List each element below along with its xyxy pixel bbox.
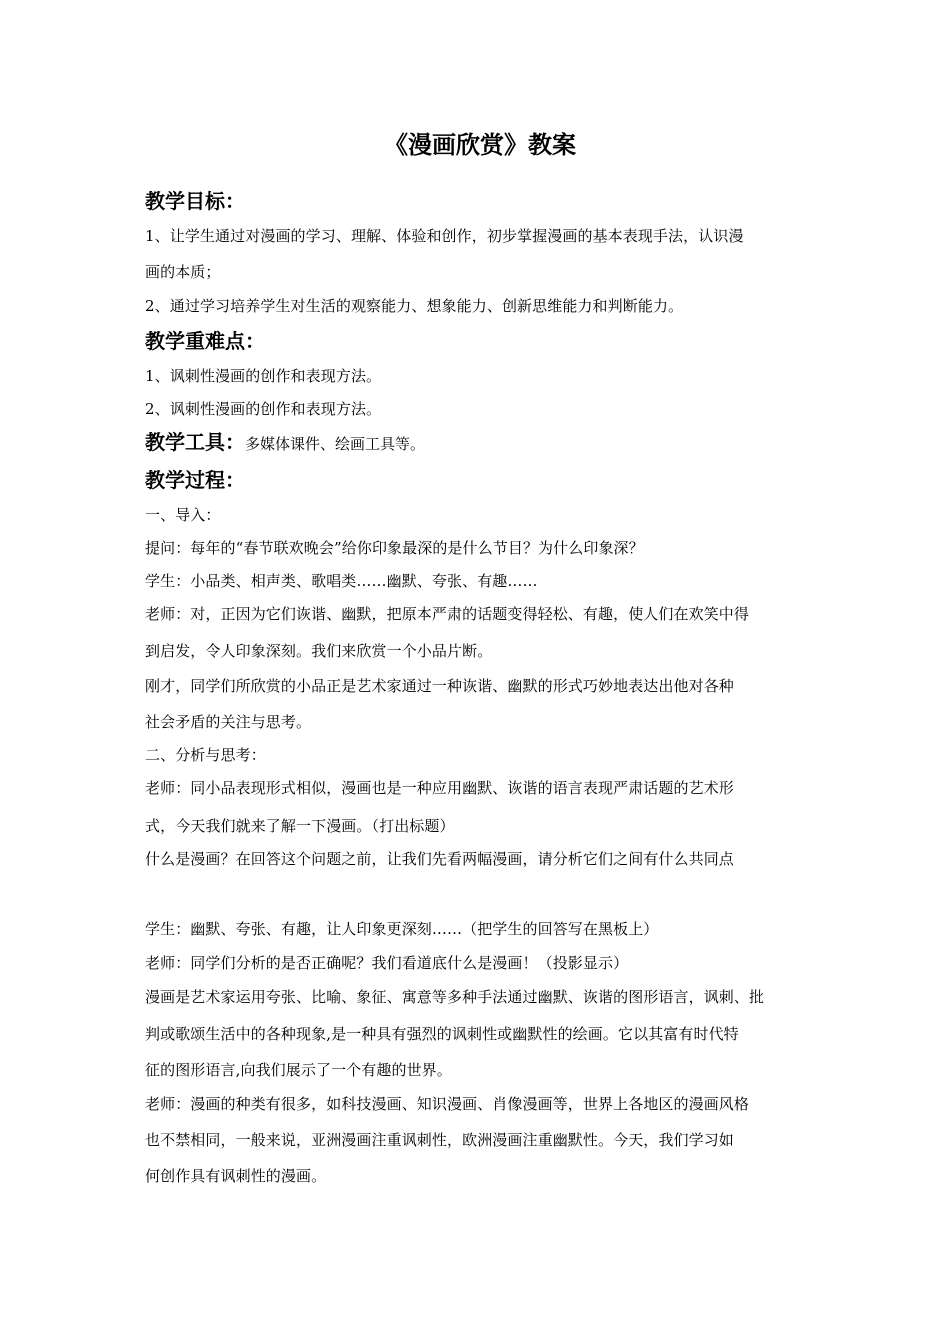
- process-line-5: 到启发，令人印象深刻。我们来欣赏一个小品片断。: [145, 642, 493, 660]
- process-line-3: 学生：小品类、相声类、歌唱类……幽默、夸张、有趣……: [145, 572, 538, 590]
- goals-line-1: 1、让学生通过对漫画的学习、理解、体验和创作，初步掌握漫画的基本表现手法，认识漫: [145, 227, 744, 245]
- goals-heading: 教学目标：: [145, 189, 245, 213]
- process-line-17: 老师：漫画的种类有很多，如科技漫画、知识漫画、肖像漫画等，世界上各地区的漫画风格: [145, 1095, 750, 1113]
- process-line-18: 也不禁相同，一般来说，亚洲漫画注重讽刺性，欧洲漫画注重幽默性。今天，我们学习如: [145, 1131, 734, 1149]
- process-line-8: 二、分析与思考：: [145, 746, 266, 764]
- process-line-9: 老师：同小品表现形式相似，漫画也是一种应用幽默、诙谐的语言表现严肃话题的艺术形: [145, 779, 734, 797]
- process-line-1: 一、导入：: [145, 506, 221, 524]
- key-points-line-1: 1、讽刺性漫画的创作和表现方法。: [145, 367, 382, 385]
- tools-text: 多媒体课件、绘画工具等。: [245, 435, 426, 453]
- process-line-11: 什么是漫画？在回答这个问题之前，让我们先看两幅漫画，请分析它们之间有什么共同点: [145, 850, 734, 868]
- tools-heading-row: [145, 428, 425, 458]
- process-line-14: 漫画是艺术家运用夸张、比喻、象征、寓意等多种手法通过幽默、诙谐的图形语言，讽刺、批: [145, 988, 765, 1006]
- goals-line-2: 画的本质；: [145, 263, 221, 281]
- process-line-15: 判或歌颂生活中的各种现象,是一种具有强烈的讽刺性或幽默性的绘画。它以其富有时代特: [145, 1025, 739, 1043]
- process-line-19: 何创作具有讽刺性的漫画。: [145, 1167, 327, 1185]
- key-points-heading: 教学重难点：: [145, 329, 265, 353]
- document-title: 《漫画欣赏》教案: [384, 130, 576, 159]
- process-line-16: 征的图形语言,向我们展示了一个有趣的世界。: [145, 1061, 452, 1079]
- tools-heading: 教学工具：: [145, 430, 245, 454]
- process-line-7: 社会矛盾的关注与思考。: [145, 713, 312, 731]
- process-line-4: 老师：对，正因为它们诙谐、幽默，把原本严肃的话题变得轻松、有趣，使人们在欢笑中得: [145, 605, 750, 623]
- goals-line-3: 2、通过学习培养学生对生活的观察能力、想象能力、创新思维能力和判断能力。: [145, 297, 684, 315]
- process-line-6: 刚才，同学们所欣赏的小品正是艺术家通过一种诙谐、幽默的形式巧妙地表达出他对各种: [145, 677, 734, 695]
- process-line-13: 老师：同学们分析的是否正确呢？我们看道底什么是漫画！（投影显示）: [145, 954, 629, 972]
- process-line-12: 学生：幽默、夸张、有趣，让人印象更深刻……（把学生的回答写在黑板上）: [145, 920, 659, 938]
- process-line-10: 式，今天我们就来了解一下漫画。（打出标题）: [145, 817, 455, 835]
- process-heading: 教学过程：: [145, 468, 245, 492]
- key-points-line-2: 2、讽刺性漫画的创作和表现方法。: [145, 400, 382, 418]
- process-line-2: 提问：每年的“春节联欢晚会”给你印象最深的是什么节目？为什么印象深？: [145, 539, 644, 557]
